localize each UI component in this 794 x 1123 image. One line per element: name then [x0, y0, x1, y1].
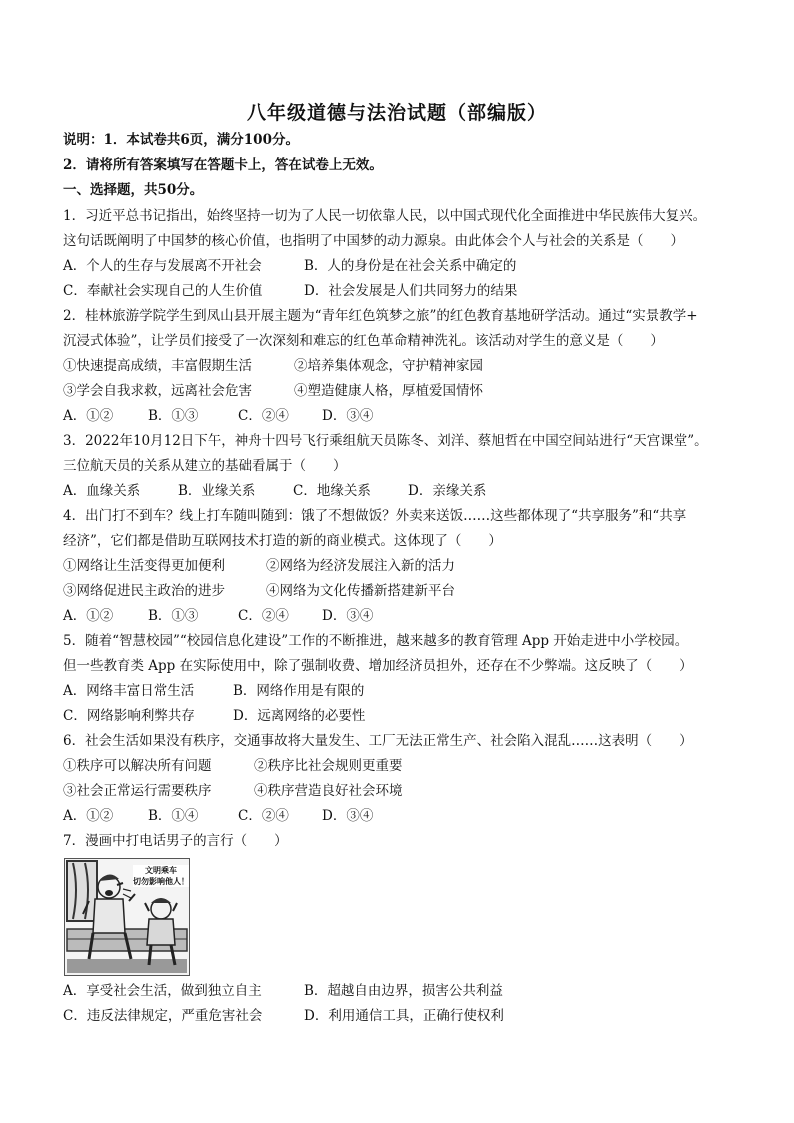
question-2-line-1: 2．桂林旅游学院学生到凤山县开展主题为“青年红色筑梦之旅”的红色教育基地研学活动。通过“实景教学+	[63, 308, 698, 324]
note-2: 2．请将所有答案填写在答题卡上，答在试卷上无效。	[63, 157, 383, 173]
question-6-option-c: C．②④	[238, 808, 289, 824]
question-7-option-c: C．违反法律规定，严重危害社会	[63, 1008, 263, 1024]
question-5-line-1: 5．随着“智慧校园”“校园信息化建设”工作的不断推进，越来越多的教育管理 App 开始走进中小学校园。	[63, 633, 689, 649]
question-6-statement-1: ①秩序可以解决所有问题	[63, 758, 212, 774]
question-3-option-d: D．亲缘关系	[408, 483, 487, 499]
question-1-option-b: B．人的身份是在社会关系中确定的	[304, 258, 517, 274]
question-5-option-d: D．远离网络的必要性	[233, 708, 366, 724]
question-4-option-d: D．③④	[322, 608, 374, 624]
question-6-statement-4: ④秩序营造良好社会环境	[254, 783, 403, 799]
question-7-line-1: 7．漫画中打电话男子的言行（ ）	[63, 833, 288, 849]
question-4-option-c: C．②④	[238, 608, 289, 624]
question-2-statement-4: ④塑造健康人格，厚植爱国情怀	[294, 383, 483, 399]
question-2-statement-1: ①快速提高成绩，丰富假期生活	[63, 358, 252, 374]
question-6-statement-2: ②秩序比社会规则更重要	[254, 758, 403, 774]
question-4-line-2: 经济”，它们都是借助互联网技术打造的新的商业模式。这体现了（ ）	[63, 533, 502, 549]
question-3-option-a: A．血缘关系	[63, 483, 141, 499]
question-2-option-d: D．③④	[322, 408, 374, 424]
section-heading: 一、选择题，共50分。	[63, 182, 204, 198]
question-2-line-2: 沉浸式体验”，让学员们接受了一次深刻和难忘的红色革命精神洗礼。该活动对学生的意义是（ ）	[63, 333, 664, 349]
question-1-option-c: C．奉献社会实现自己的人生价值	[63, 283, 263, 299]
question-2-option-a: A．①②	[63, 408, 114, 424]
question-3-option-b: B．业缘关系	[178, 483, 256, 499]
question-7-option-b: B．超越自由边界，损害公共利益	[304, 983, 503, 999]
question-6-statement-3: ③社会正常运行需要秩序	[63, 783, 212, 799]
question-2-statement-2: ②培养集体观念，守护精神家园	[294, 358, 483, 374]
question-4-line-1: 4．出门打不到车？线上打车随叫随到：饿了不想做饭？外卖来送饭……这些都体现了“共享服务”和“共享	[63, 508, 687, 524]
question-3-line-2: 三位航天员的关系从建立的基础看属于（ ）	[63, 458, 347, 474]
question-4-option-b: B．①③	[148, 608, 199, 624]
question-5-option-b: B．网络作用是有限的	[233, 683, 365, 699]
question-3-line-1: 3．2022年10月12日下午，神舟十四号飞行乘组航天员陈冬、刘洋、蔡旭哲在中国空间站进行“天宫课堂”。	[63, 433, 708, 449]
question-4-statement-1: ①网络让生活变得更加便利	[63, 558, 225, 574]
question-7-option-d: D．利用通信工具，正确行使权利	[304, 1008, 504, 1024]
note-1: 说明：1．本试卷共6页，满分100分。	[63, 132, 299, 148]
question-5-option-a: A．网络丰富日常生活	[63, 683, 195, 699]
question-1-line-2: 这句话既阐明了中国梦的核心价值，也指明了中国梦的动力源泉。由此体会个人与社会的关系是（ ）	[63, 233, 684, 249]
comic-illustration	[64, 858, 190, 976]
question-1-option-a: A．个人的生存与发展离不开社会	[63, 258, 262, 274]
question-7-option-a: A．享受社会生活，做到独立自主	[63, 983, 262, 999]
question-1-option-d: D．社会发展是人们共同努力的结果	[304, 283, 518, 299]
question-2-statement-3: ③学会自我求救，远离社会危害	[63, 383, 252, 399]
question-6-option-a: A．①②	[63, 808, 114, 824]
question-6-line-1: 6．社会生活如果没有秩序，交通事故将大量发生、工厂无法正常生产、社会陷入混乱……这表明（ ）	[63, 733, 693, 749]
question-2-option-c: C．②④	[238, 408, 289, 424]
question-1-line-1: 1．习近平总书记指出，始终坚持一切为了人民一切依靠人民，以中国式现代化全面推进中华民族伟大复兴。	[63, 208, 707, 224]
question-3-option-c: C．地缘关系	[293, 483, 371, 499]
question-4-statement-3: ③网络促进民主政治的进步	[63, 583, 225, 599]
question-4-option-a: A．①②	[63, 608, 114, 624]
question-6-option-d: D．③④	[322, 808, 374, 824]
question-6-option-b: B．①④	[148, 808, 199, 824]
question-2-option-b: B．①③	[148, 408, 199, 424]
question-4-statement-2: ②网络为经济发展注入新的活力	[266, 558, 455, 574]
question-4-statement-4: ④网络为文化传播新搭建新平台	[266, 583, 455, 599]
comic-sign-text: 文明乘车 切勿影响他人！	[133, 865, 189, 886]
question-5-line-2: 但一些教育类 App 在实际使用中，除了强制收费、增加经济员担外，还存在不少弊端。这反映了（ ）	[63, 658, 693, 674]
page-title: 八年级道德与法治试题（部编版）	[246, 102, 547, 124]
question-5-option-c: C．网络影响利弊共存	[63, 708, 195, 724]
